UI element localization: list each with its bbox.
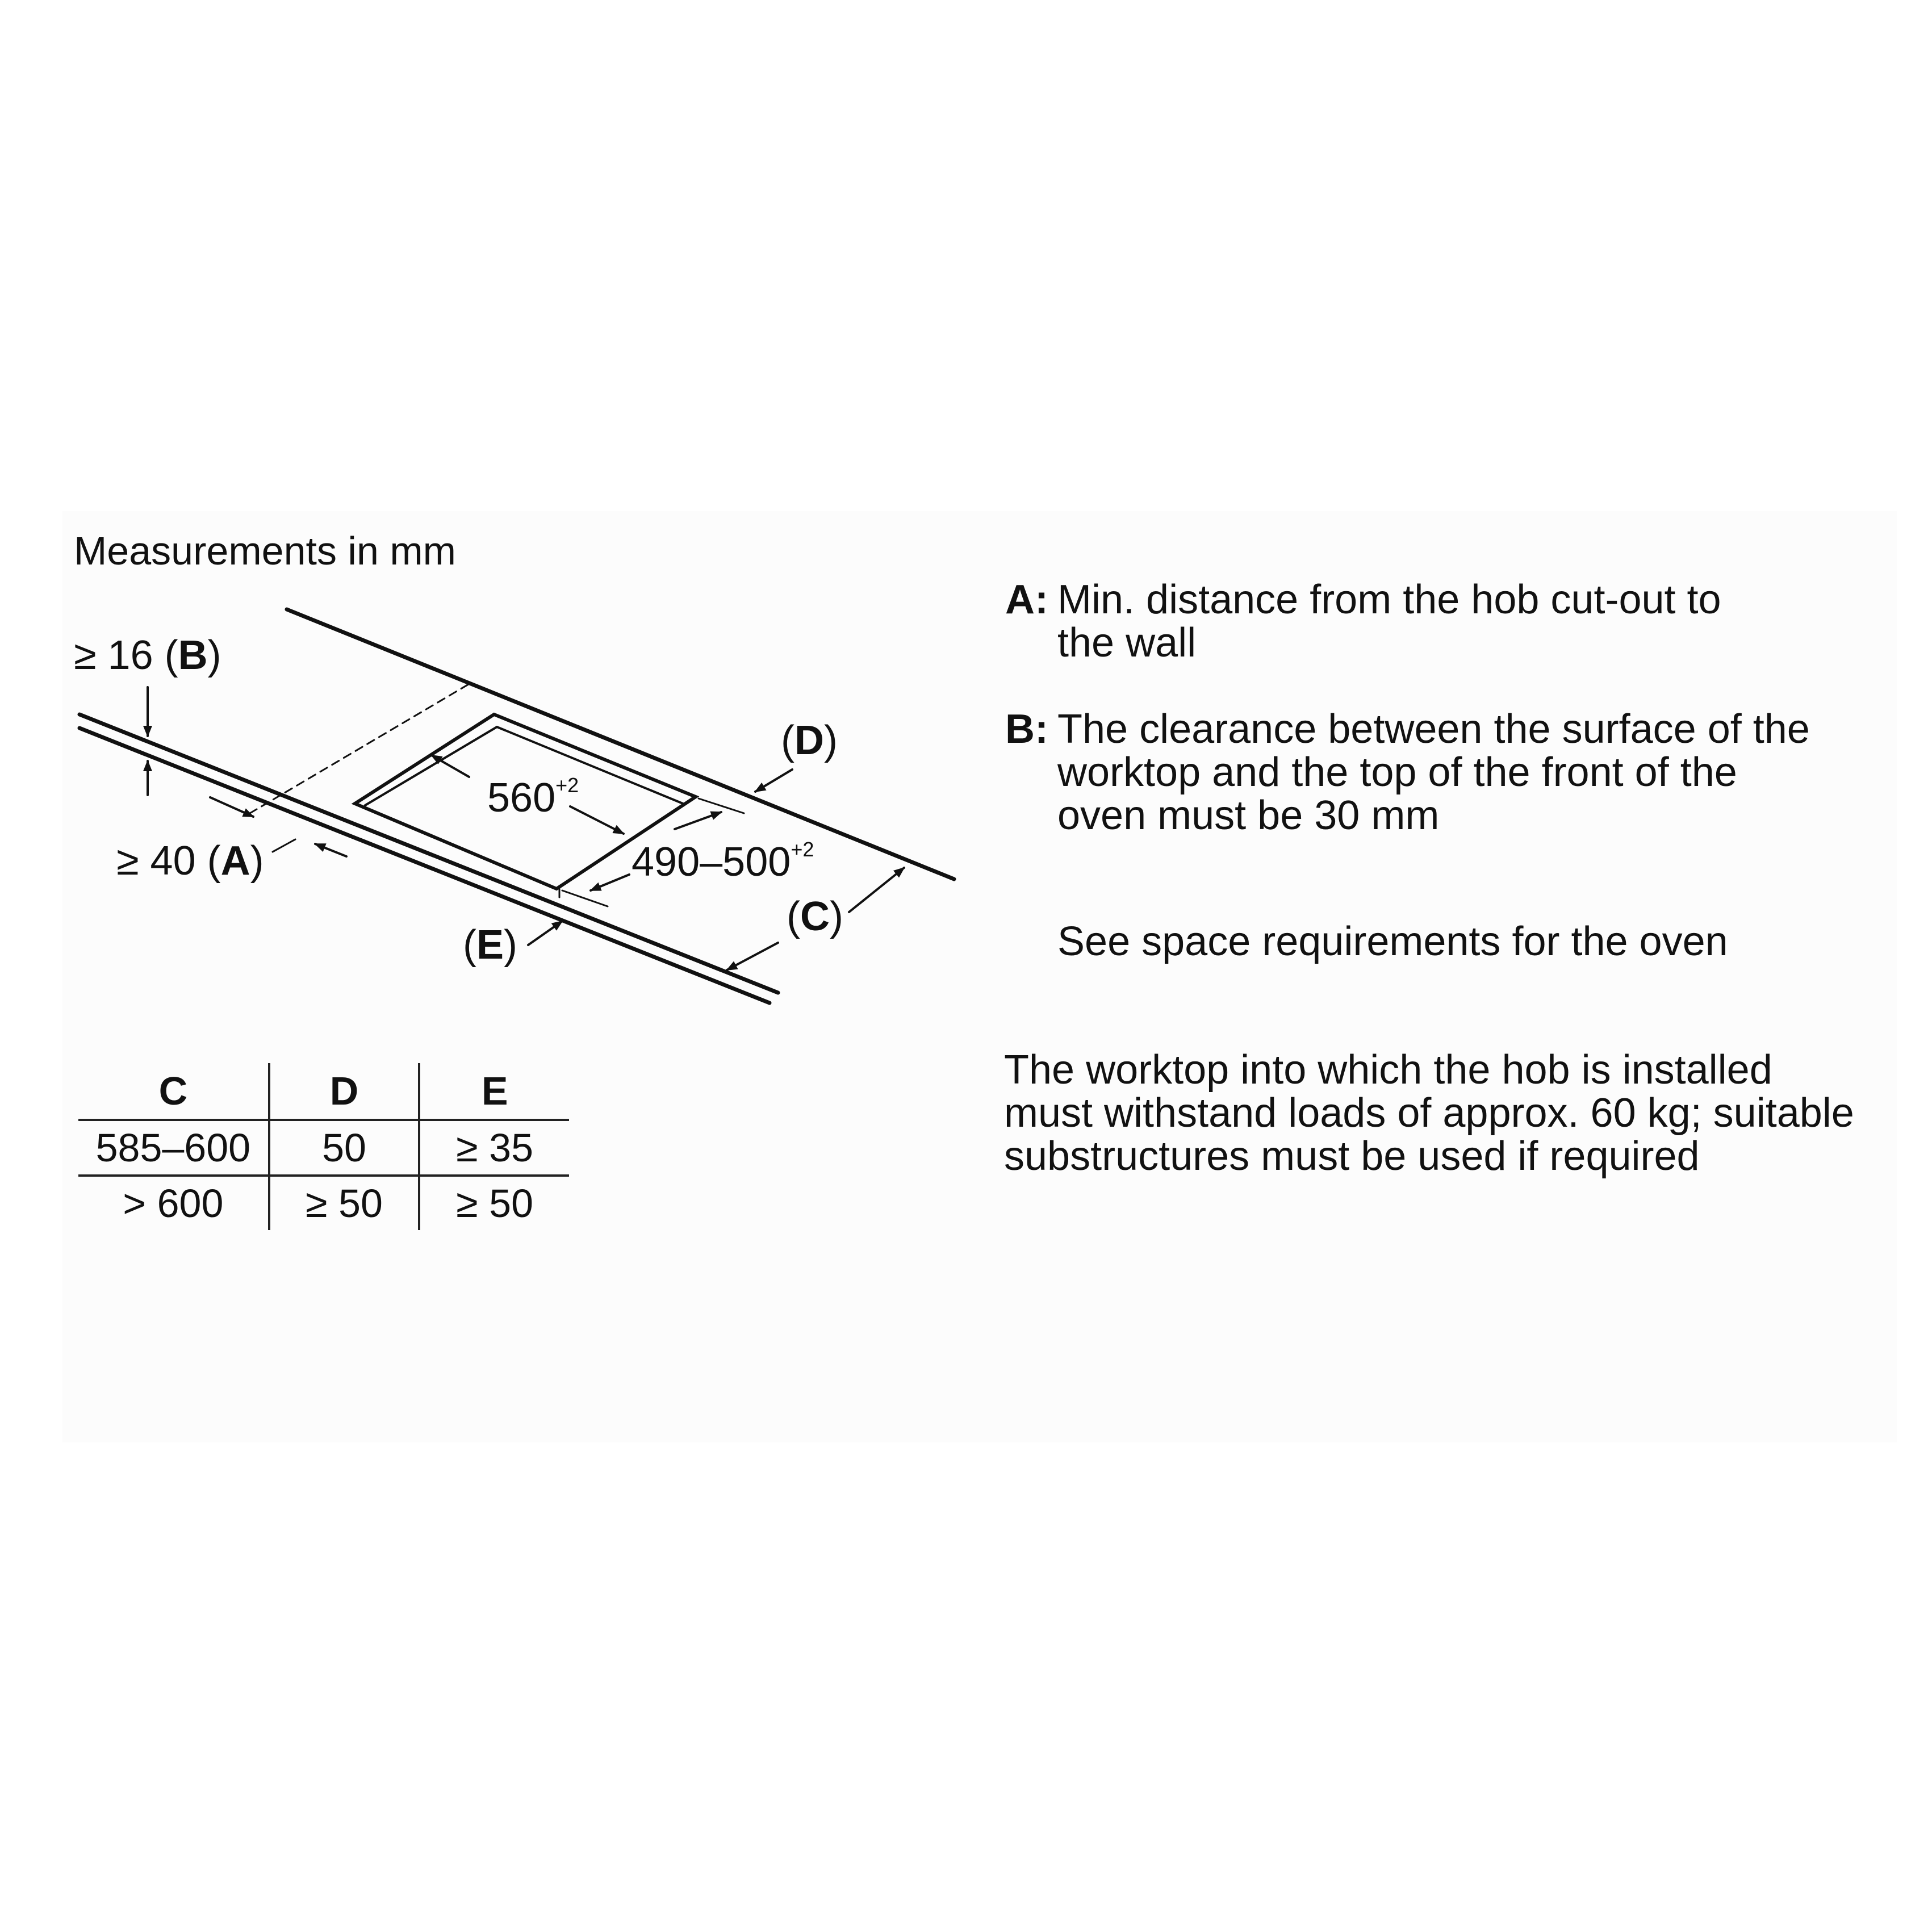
note-a <box>1005 578 1760 664</box>
dim-label-width <box>487 773 579 821</box>
note-oven-text: See space requirements for the oven <box>1057 919 1728 964</box>
table-header-row <box>78 1063 569 1120</box>
dim-width-value: 560 <box>487 775 556 821</box>
dim-label-a <box>116 838 264 884</box>
dim-a-leader <box>273 839 295 852</box>
dim-490-ext-bottom <box>562 890 608 906</box>
table-row <box>78 1176 569 1230</box>
table-header: D <box>269 1063 420 1120</box>
note-a-text: Min. distance from the hob cut-out to the wall <box>1057 577 1721 666</box>
dim-label-depth <box>632 839 814 883</box>
dim-label-a-prefix: ≥ 40 ( <box>116 838 221 884</box>
dim-label-b-suffix: ) <box>207 633 221 678</box>
dim-label-c-prefix: ( <box>787 894 800 939</box>
table-cell: ≥ 50 <box>269 1176 420 1230</box>
dim-label-c-letter: C <box>800 894 830 939</box>
table-cell: ≥ 35 <box>419 1120 569 1176</box>
dim-label-c-suffix: ) <box>829 894 843 939</box>
dim-label-e-prefix: ( <box>463 922 476 968</box>
note-a-key: A: <box>1005 577 1048 622</box>
dim-label-e-letter: E <box>476 922 504 968</box>
dim-depth-tolerance: +2 <box>791 838 814 861</box>
note-b-key: B: <box>1005 706 1048 752</box>
dim-e-arrow <box>528 921 562 945</box>
dim-label-a-suffix: ) <box>250 838 264 884</box>
dim-490-arrow-top <box>675 812 721 829</box>
dim-label-b-prefix: ≥ 16 ( <box>74 633 178 678</box>
dim-label-e-suffix: ) <box>504 922 517 968</box>
clearance-table <box>78 1063 569 1230</box>
dim-560-arrow-left <box>432 755 469 777</box>
table-cell: > 600 <box>78 1176 269 1230</box>
dim-label-e <box>463 922 517 968</box>
note-oven <box>1005 920 1728 963</box>
dim-label-d-letter: D <box>794 718 824 763</box>
table-header: E <box>419 1063 569 1120</box>
dim-c-arrow-top <box>849 868 904 912</box>
table-cell: 50 <box>269 1120 420 1176</box>
dim-width-tolerance: +2 <box>555 773 579 797</box>
dim-label-b <box>74 635 221 676</box>
dim-490-arrow-bottom <box>591 875 629 890</box>
dim-label-c <box>787 896 843 937</box>
measurements-title: Measurements in mm <box>74 529 456 573</box>
table-header: C <box>78 1063 269 1120</box>
note-worktop: The worktop into which the hob is installed must withstand loads of approx. 60 kg; suitable substructures must be used if required <box>1004 1047 1854 1179</box>
table-cell: ≥ 50 <box>456 1181 534 1226</box>
dim-depth-value: 490–500 <box>632 839 791 885</box>
dim-label-d-prefix: ( <box>781 718 794 763</box>
hob-cutout-inner-left <box>365 727 497 805</box>
note-b <box>1005 708 1817 837</box>
dim-label-d <box>781 720 838 761</box>
table-row <box>78 1120 569 1176</box>
dim-label-b-letter: B <box>178 633 208 678</box>
dim-a-arrow-right <box>315 844 346 856</box>
dim-a-arrow-left <box>210 797 253 817</box>
dim-label-d-suffix: ) <box>823 718 838 763</box>
table-cell: 585–600 <box>78 1120 269 1176</box>
note-b-text: The clearance between the surface of the worktop and the top of the front of the oven must be 30 mm <box>1057 706 1810 838</box>
dim-d-arrow <box>755 770 792 792</box>
dim-label-a-letter: A <box>220 838 250 884</box>
dim-c-arrow-bottom <box>727 943 778 970</box>
